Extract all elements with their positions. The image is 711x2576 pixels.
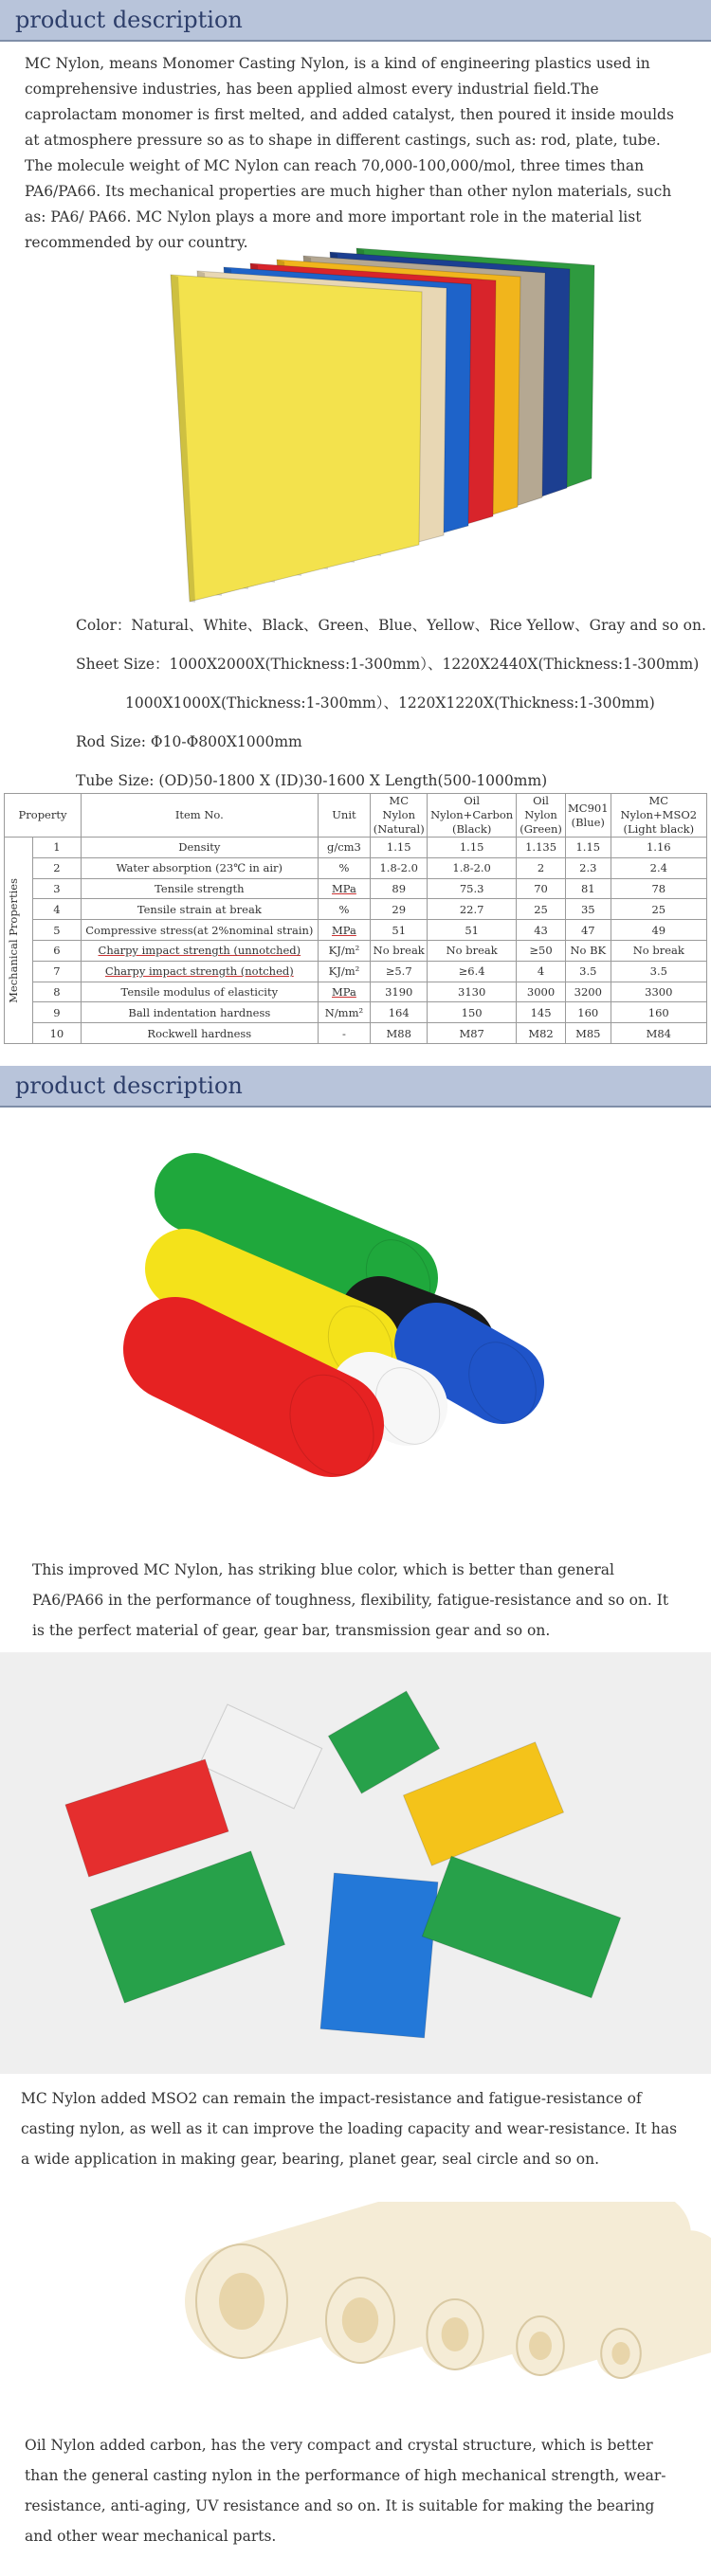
nylon-sheets-image (0, 243, 711, 607)
row-value: 47 (566, 920, 611, 941)
row-item: Charpy impact strength (notched) (82, 961, 319, 982)
row-value: No break (371, 940, 428, 961)
row-no: 10 (32, 1023, 81, 1044)
row-unit: - (318, 1023, 371, 1044)
row-value: No BK (566, 940, 611, 961)
plate-shape (422, 1856, 620, 1998)
section-header-1 (0, 0, 711, 42)
spec-tube-size: Tube Size: (OD)50-1800 X (ID)30-1600 X Length(500-1000mm) (76, 772, 548, 789)
row-no: 5 (32, 920, 81, 941)
table-row (5, 1002, 707, 1023)
row-value: 145 (517, 1002, 566, 1023)
row-value: 160 (611, 1002, 706, 1023)
row-item: Water absorption (23℃ in air) (82, 857, 319, 878)
table-row (5, 982, 707, 1002)
row-item: Density (82, 838, 319, 858)
spec-sheet-size: Sheet Size：1000X2000X(Thickness:1-300mm）、1220X2440X(Thickness:1-300mm) (76, 656, 700, 673)
row-item: Tensile modulus of elasticity (82, 982, 319, 1002)
row-value: 49 (611, 920, 706, 941)
row-value: M85 (566, 1023, 611, 1044)
row-no: 7 (32, 961, 81, 982)
header-col-5: MC Nylon+MSO2 (Light black) (611, 794, 706, 838)
row-no: 9 (32, 1002, 81, 1023)
table-row (5, 857, 707, 878)
section-title: product description (15, 7, 243, 33)
table-row (5, 838, 707, 858)
header-item: Item No. (82, 794, 319, 838)
row-value: 35 (566, 899, 611, 920)
row-unit: KJ/m² (318, 961, 371, 982)
row-value: 3130 (428, 982, 517, 1002)
row-value: 3.5 (611, 961, 706, 982)
nylon-rods-image (0, 1108, 711, 1553)
plate-shape (403, 1742, 563, 1865)
tube-hole (529, 2332, 552, 2360)
header-col-2: Oil Nylon+Carbon (Black) (428, 794, 517, 838)
nylon-tubes-illustration (0, 2202, 711, 2424)
row-value: 51 (371, 920, 428, 941)
row-value: 1.135 (517, 838, 566, 858)
spec-list (0, 607, 711, 793)
row-value: 89 (371, 878, 428, 899)
table-body (5, 838, 707, 1044)
row-no: 8 (32, 982, 81, 1002)
row-value: 4 (517, 961, 566, 982)
table-row (5, 920, 707, 941)
plate-shape (65, 1759, 228, 1877)
nylon-tubes-image (0, 2202, 711, 2424)
row-value: M87 (428, 1023, 517, 1044)
nylon-plates-image (0, 1652, 711, 2074)
header-property: Property (5, 794, 82, 838)
tube-hole (611, 2342, 629, 2365)
spec-color: Color：Natural、White、Black、Green、Blue、Yellow、Rice Yellow、Gray and so on. (76, 617, 706, 634)
row-item: Ball indentation hardness (82, 1002, 319, 1023)
tube-hole (342, 2297, 378, 2343)
row-value: 3200 (566, 982, 611, 1002)
row-value: 3000 (517, 982, 566, 1002)
row-unit: KJ/m² (318, 940, 371, 961)
row-unit: % (318, 857, 371, 878)
table-row (5, 899, 707, 920)
row-value: 3300 (611, 982, 706, 1002)
plate-shape (90, 1851, 284, 2003)
caption-blue-nylon: This improved MC Nylon, has striking blue color, which is better than general PA6/PA66 in the performance of toughness, flexibility, fatigue-resistance and so on. It is the perfect material of gear, gear bar, transmission gear and so on. (32, 1561, 669, 1639)
row-item: Charpy impact strength (unnotched) (82, 940, 319, 961)
table-row (5, 1023, 707, 1044)
row-value: 1.15 (428, 838, 517, 858)
row-value: 160 (566, 1002, 611, 1023)
row-no: 3 (32, 878, 81, 899)
properties-table (4, 793, 707, 1044)
row-value: ≥6.4 (428, 961, 517, 982)
row-item: Rockwell hardness (82, 1023, 319, 1044)
table-row (5, 940, 707, 961)
row-value: ≥5.7 (371, 961, 428, 982)
row-value: 3190 (371, 982, 428, 1002)
plate-shape (328, 1691, 439, 1793)
row-no: 4 (32, 899, 81, 920)
group-cell (5, 838, 33, 1044)
row-value: 25 (517, 899, 566, 920)
row-value: 1.15 (371, 838, 428, 858)
row-value: 22.7 (428, 899, 517, 920)
row-value: No break (611, 940, 706, 961)
row-value: M84 (611, 1023, 706, 1044)
caption-mso2-nylon: MC Nylon added MSO2 can remain the impact-resistance and fatigue-resistance of casting nylon, as well as it can improve the loading capacity and wear-resistance. It has a wide application in making gear, bearing, planet gear, seal circle and so on. (21, 2090, 678, 2168)
row-value: 25 (611, 899, 706, 920)
header-col-1: MC Nylon (Natural) (371, 794, 428, 838)
group-label: Mechanical Properties (7, 877, 20, 1003)
tube-hole (219, 2273, 264, 2330)
row-value: 2.3 (566, 857, 611, 878)
row-value: 150 (428, 1002, 517, 1023)
section-title: product description (15, 1072, 243, 1099)
row-value: 164 (371, 1002, 428, 1023)
section-header-2 (0, 1066, 711, 1108)
row-unit: % (318, 899, 371, 920)
row-unit: MPa (318, 920, 371, 941)
header-unit: Unit (318, 794, 371, 838)
plate-shape (199, 1704, 321, 1809)
row-value: 1.8-2.0 (428, 857, 517, 878)
row-value: M88 (371, 1023, 428, 1044)
table-row (5, 878, 707, 899)
intro-paragraph: MC Nylon, means Monomer Casting Nylon, is a kind of engineering plastics used in comprehensive industries, has been applied almost every industrial field.The caprolactam monomer is first melted, and added catalyst, then poured it inside moulds at atmosphere pressure so as to shape in different castings, such as: rod, plate, tube. The molecule weight of MC Nylon can reach 70,000-100,000/mol, three times than PA6/PA66. Its mechanical properties are much higher than other nylon materials, such as: PA6/ PA66. MC Nylon plays a more and more important role in the material list recommended by our country. (25, 55, 674, 251)
row-unit: g/cm3 (318, 838, 371, 858)
row-value: 43 (517, 920, 566, 941)
nylon-plates-illustration (0, 1652, 711, 2074)
row-value: 2.4 (611, 857, 706, 878)
row-value: 70 (517, 878, 566, 899)
row-no: 2 (32, 857, 81, 878)
properties-table-wrap (0, 793, 711, 1066)
row-unit: MPa (318, 982, 371, 1002)
tube-hole (442, 2317, 469, 2351)
row-value: 78 (611, 878, 706, 899)
row-value: No break (428, 940, 517, 961)
row-item: Tensile strain at break (82, 899, 319, 920)
table-row (5, 961, 707, 982)
plate-shape (320, 1873, 438, 2038)
row-item: Compressive stress(at 2%nominal strain) (82, 920, 319, 941)
row-unit: N/mm² (318, 1002, 371, 1023)
caption-oil-nylon: Oil Nylon added carbon, has the very compact and crystal structure, which is better than the general casting nylon in the performance of high mechanical strength, wear-resistance, anti-aging, UV resistance and so on. It is suitable for making the bearing and other wear mechanical parts. (25, 2437, 666, 2545)
row-value: 3.5 (566, 961, 611, 982)
row-value: 81 (566, 878, 611, 899)
row-value: 1.15 (566, 838, 611, 858)
nylon-sheets-illustration (0, 243, 711, 607)
row-value: 1.8-2.0 (371, 857, 428, 878)
sheet-shape (171, 275, 422, 602)
row-value: 75.3 (428, 878, 517, 899)
row-value: 51 (428, 920, 517, 941)
row-value: ≥50 (517, 940, 566, 961)
nylon-rods-illustration (0, 1108, 711, 1553)
spec-sheet-size-cont: 1000X1000X(Thickness:1-300mm）、1220X1220X(Thickness:1-300mm) (125, 694, 655, 712)
row-value: M82 (517, 1023, 566, 1044)
row-value: 2 (517, 857, 566, 878)
table-header-row (5, 794, 707, 838)
row-unit: MPa (318, 878, 371, 899)
spec-rod-size: Rod Size: Φ10-Φ800X1000mm (76, 733, 302, 750)
row-no: 6 (32, 940, 81, 961)
row-item: Tensile strength (82, 878, 319, 899)
header-col-3: Oil Nylon (Green) (517, 794, 566, 838)
header-col-4: MC901 (Blue) (566, 794, 611, 838)
row-no: 1 (32, 838, 81, 858)
row-value: 1.16 (611, 838, 706, 858)
row-value: 29 (371, 899, 428, 920)
